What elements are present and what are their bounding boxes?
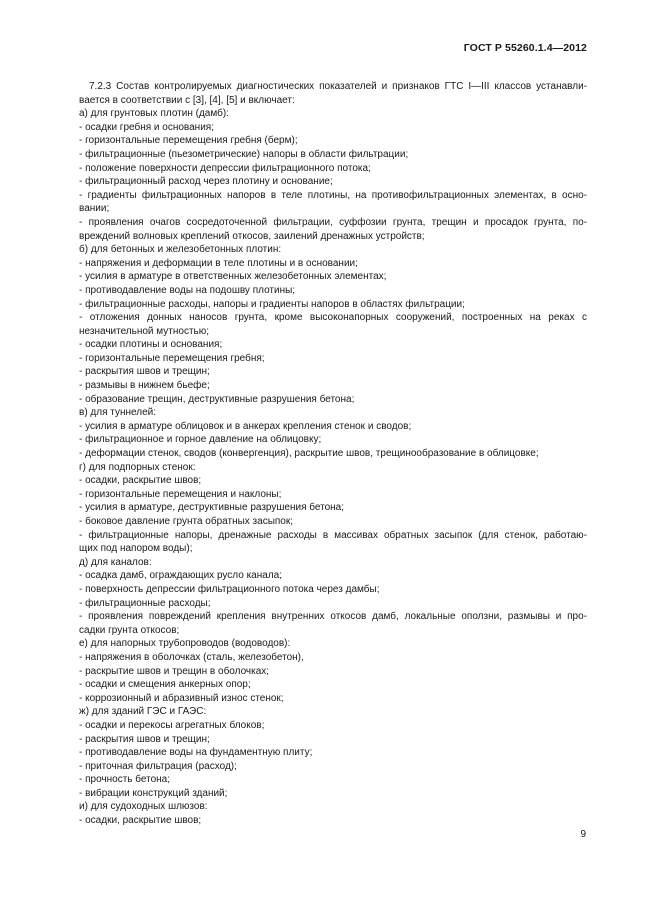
list-item-continuation: вреждений волновых креплений откосов, заилений дренажных устройств; bbox=[79, 230, 425, 242]
list-item: - противодавление воды на фундаментную плиту; bbox=[79, 747, 313, 759]
list-heading: г) для подпорных стенок: bbox=[79, 461, 196, 473]
list-item: - осадки гребня и основания; bbox=[79, 121, 214, 133]
list-item: - деформации стенок, сводов (конвергенция), раскрытие швов, трещинообразование в облицовке; bbox=[79, 448, 539, 460]
list-item: - осадки, раскрытие швов; bbox=[79, 475, 202, 487]
text-line: 7.2.3 Состав контролируемых диагностических показателей и признаков ГТС I—III классов устанавли- bbox=[89, 81, 587, 92]
list-item: - раскрытие швов и трещин в оболочках; bbox=[79, 665, 270, 677]
list-item: - проявления очагов сосредоточенной фильтрации, суффозии грунта, трещин и просадок грунта, по- bbox=[79, 216, 587, 228]
list-item: - напряжения в оболочках (сталь, железобетон), bbox=[79, 651, 304, 663]
list-item: - горизонтальные перемещения гребня (берм); bbox=[79, 135, 298, 147]
list-item: - вибрации конструкций зданий; bbox=[79, 787, 228, 799]
text-line: вается в соответствии с [3], [4], [5] и включает: bbox=[79, 94, 295, 106]
list-item: - осадки и смещения анкерных опор; bbox=[79, 679, 251, 691]
document-body bbox=[79, 80, 587, 828]
list-item: - прочность бетона; bbox=[79, 774, 171, 786]
document-header: ГОСТ Р 55260.1.4—2012 bbox=[463, 42, 587, 54]
list-heading: д) для каналов: bbox=[79, 556, 152, 568]
list-item: - горизонтальные перемещения гребня; bbox=[79, 352, 265, 364]
list-heading: б) для бетонных и железобетонных плотин: bbox=[79, 244, 282, 256]
list-item: - горизонтальные перемещения и наклоны; bbox=[79, 488, 282, 500]
list-item: - осадка дамб, ограждающих русло канала; bbox=[79, 570, 282, 582]
list-item-continuation: вании; bbox=[79, 203, 110, 215]
list-item: - напряжения и деформации в теле плотины и в основании; bbox=[79, 257, 358, 269]
list-item: - осадки, раскрытие швов; bbox=[79, 815, 202, 827]
list-item: - боковое давление грунта обратных засыпок; bbox=[79, 516, 294, 527]
list-item-continuation: щих под напором воды); bbox=[79, 543, 193, 555]
list-item: - фильтрационные расходы, напоры и градиенты напоров в областях фильтрации; bbox=[79, 298, 465, 310]
list-item: - приточная фильтрация (расход); bbox=[79, 760, 237, 772]
list-item-continuation: незначительной мутностью; bbox=[79, 325, 210, 337]
list-item: - фильтрационное и горное давление на облицовку; bbox=[79, 434, 322, 446]
list-heading: е) для напорных трубопроводов (водоводов): bbox=[79, 638, 291, 650]
list-item: - усилия в арматуре в ответственных железобетонных элементах; bbox=[79, 271, 387, 283]
list-item: - положение поверхности депрессии фильтрационного потока; bbox=[79, 162, 371, 174]
list-heading: ж) для зданий ГЭС и ГАЭС: bbox=[79, 706, 207, 718]
list-item: - проявления повреждений крепления внутренних откосов дамб, локальные оползни, размывы и про- bbox=[79, 611, 587, 623]
list-item: - размывы в нижнем бьефе; bbox=[79, 380, 210, 392]
list-item: - отложения донных наносов грунта, кроме высоконапорных сооружений, построенных на реках с bbox=[79, 312, 587, 324]
list-item: - раскрытия швов и трещин; bbox=[79, 366, 210, 378]
list-item: - коррозионный и абразивный износ стенок; bbox=[79, 692, 284, 704]
list-item: - фильтрационный расход через плотину и основание; bbox=[79, 176, 333, 188]
list-heading: и) для судоходных шлюзов: bbox=[79, 801, 208, 813]
list-item: - фильтрационные напоры, дренажные расходы в массивах обратных засыпок (для стенок, работаю- bbox=[79, 529, 587, 541]
list-item: - поверхность депрессии фильтрационного потока через дамбы; bbox=[79, 583, 380, 595]
list-heading: а) для грунтовых плотин (дамб): bbox=[79, 108, 229, 120]
list-item: - осадки и перекосы агрегатных блоков; bbox=[79, 719, 265, 731]
list-item: - противодавление воды на подошву плотины; bbox=[79, 284, 296, 296]
list-item: - фильтрационные расходы; bbox=[79, 597, 211, 609]
list-item: - образование трещин, деструктивные разрушения бетона; bbox=[79, 393, 355, 405]
list-item: - осадки плотины и основания; bbox=[79, 339, 223, 351]
list-item: - градиенты фильтрационных напоров в теле плотины, на противофильтрационных элементах, в осно- bbox=[79, 189, 587, 201]
list-heading: в) для туннелей: bbox=[79, 407, 157, 419]
list-item: - усилия в арматуре, деструктивные разрушения бетона; bbox=[79, 502, 344, 514]
list-item: - фильтрационные (пьезометрические) напоры в области фильтрации; bbox=[79, 148, 409, 160]
page-number: 9 bbox=[580, 829, 586, 840]
list-item: - усилия в арматуре облицовок и в анкерах крепления стенок и сводов; bbox=[79, 420, 412, 432]
list-item-continuation: садки грунта откосов; bbox=[79, 624, 180, 636]
list-item: - раскрытия швов и трещин; bbox=[79, 733, 210, 745]
